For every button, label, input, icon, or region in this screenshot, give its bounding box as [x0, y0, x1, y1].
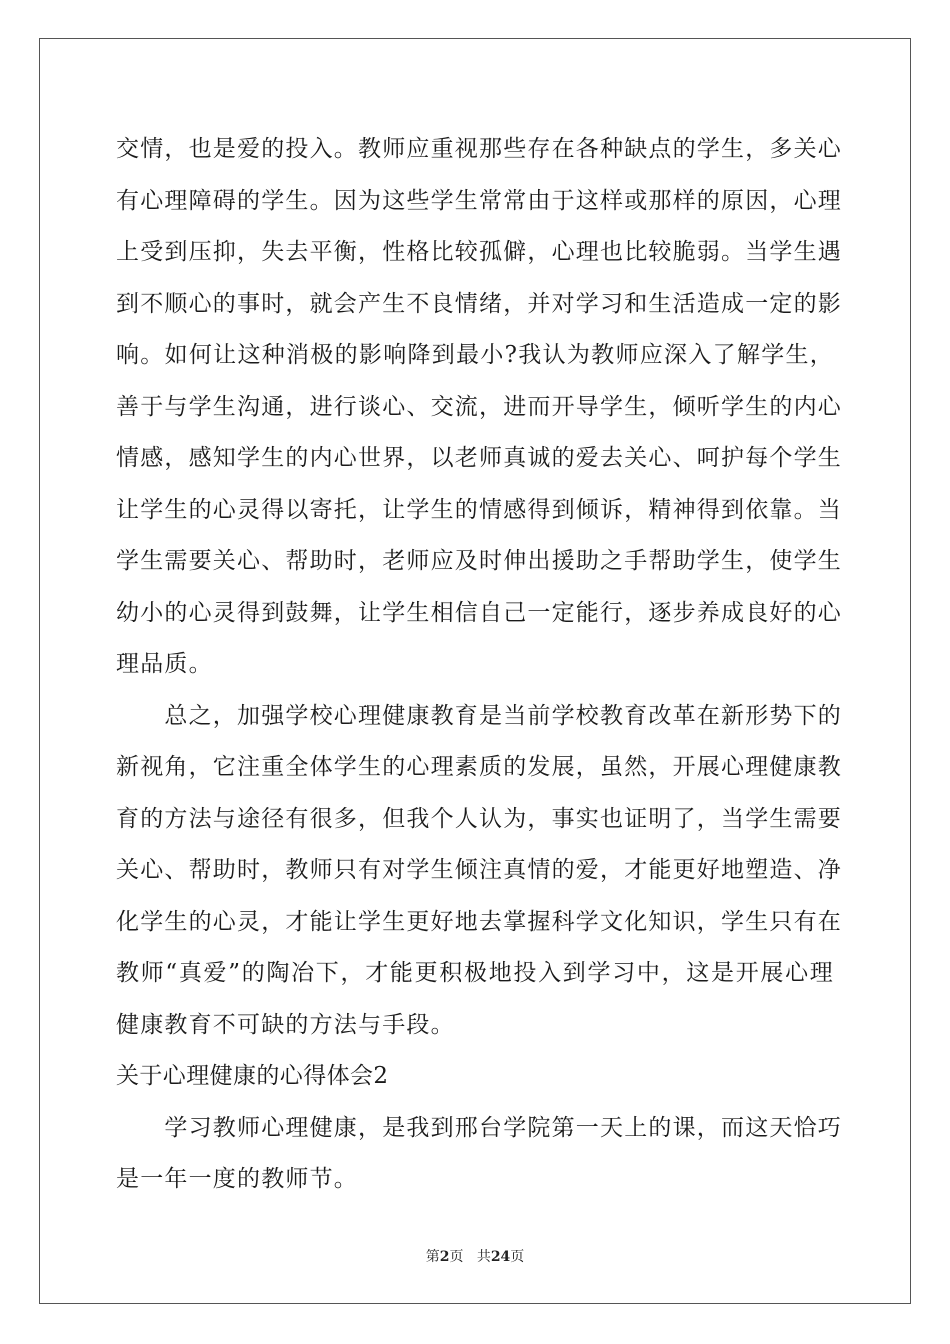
body-line: 化学生的心灵，才能让学生更好地去掌握科学文化知识，学生只有在	[116, 909, 842, 935]
footer-page-suffix: 页	[449, 1249, 464, 1265]
footer-total-suffix: 页	[510, 1249, 525, 1265]
page-footer	[0, 1248, 950, 1266]
body-line: 新视角，它注重全体学生的心理素质的发展，虽然，开展心理健康教	[116, 754, 842, 780]
body-line: 交情，也是爱的投入。教师应重视那些存在各种缺点的学生，多关心	[116, 136, 842, 162]
body-line: 关心、帮助时，教师只有对学生倾注真情的爱，才能更好地塑造、净	[116, 857, 842, 883]
body-line: 学生需要关心、帮助时，老师应及时伸出援助之手帮助学生，使学生	[116, 548, 842, 574]
body-line: 健康教育不可缺的方法与手段。	[116, 1012, 455, 1038]
body-line: 学习教师心理健康，是我到邢台学院第一天上的课，而这天恰巧	[116, 1115, 842, 1141]
body-line: 总之，加强学校心理健康教育是当前学校教育改革在新形势下的	[116, 703, 842, 729]
body-line: 上受到压抑，失去平衡，性格比较孤僻，心理也比较脆弱。当学生遇	[116, 239, 842, 265]
body-line: 到不顺心的事时，就会产生不良情绪，并对学习和生活造成一定的影	[116, 291, 842, 317]
footer-total-prefix: 共	[476, 1249, 491, 1265]
body-line: 善于与学生沟通，进行谈心、交流，进而开导学生，倾听学生的内心	[116, 394, 842, 420]
body-line: 是一年一度的教师节。	[116, 1166, 358, 1192]
body-line: 让学生的心灵得以寄托，让学生的情感得到倾诉，精神得到依靠。当	[116, 497, 842, 523]
body-line: 有心理障碍的学生。因为这些学生常常由于这样或那样的原因，心理	[116, 188, 842, 214]
footer-total-pages: 24	[490, 1249, 511, 1265]
body-line: 情感，感知学生的内心世界，以老师真诚的爱去关心、呵护每个学生	[116, 445, 842, 471]
body-line: 教师“真爱”的陶冶下，才能更积极地投入到学习中，这是开展心理	[116, 960, 834, 986]
body-line: 育的方法与途径有很多，但我个人认为，事实也证明了，当学生需要	[116, 806, 842, 832]
body-line: 幼小的心灵得到鼓舞，让学生相信自己一定能行，逐步养成良好的心	[116, 600, 842, 626]
footer-prefix: 第	[425, 1249, 440, 1265]
body-line: 响。如何让这种消极的影响降到最小?我认为教师应深入了解学生，	[116, 342, 834, 368]
section-heading: 关于心理健康的心得体会2	[116, 1063, 389, 1089]
body-line: 理品质。	[116, 651, 213, 677]
footer-page-number: 2	[439, 1249, 450, 1265]
